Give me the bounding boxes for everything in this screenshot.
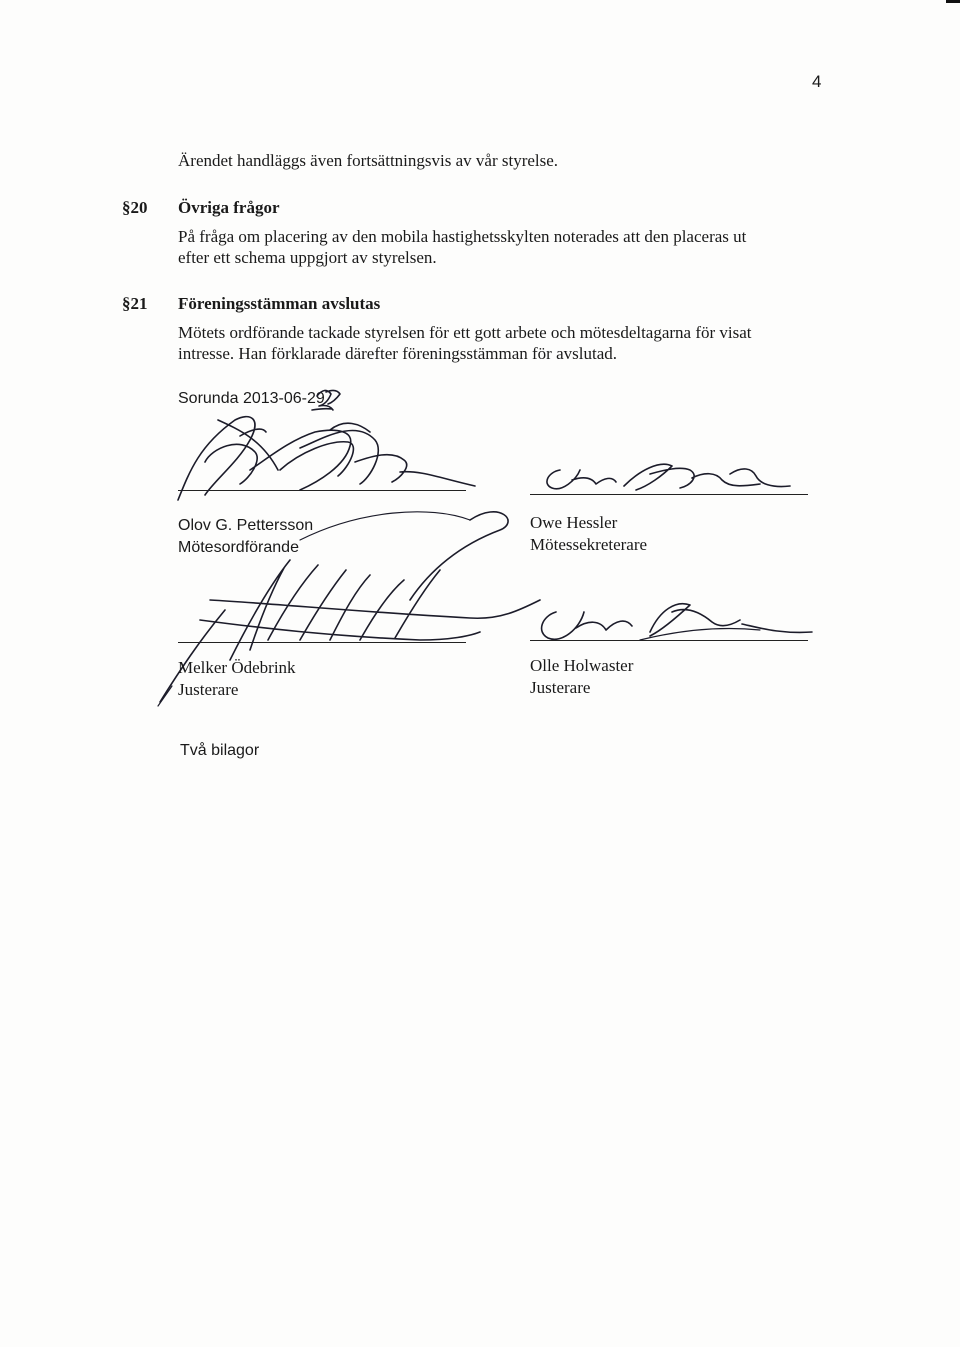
signature-olle-holwaster-underline xyxy=(640,628,760,640)
attachments-note: Två bilagor xyxy=(180,742,260,759)
section-line: efter ett schema uppgjort av styrelsen. xyxy=(178,248,437,267)
signature-line xyxy=(178,642,466,643)
signature-owe-hessler xyxy=(547,464,790,490)
section-title: Föreningsstämman avslutas xyxy=(178,294,381,313)
intro-line: Ärendet handläggs även fortsättningsvis av vår styrelse. xyxy=(178,151,559,170)
signer-role: Justerare xyxy=(530,678,591,697)
section-title: Övriga frågor xyxy=(178,198,280,217)
section-number: §21 xyxy=(122,294,148,313)
section-line: På fråga om placering av den mobila hastighetsskylten noterades att den placeras ut xyxy=(178,227,747,246)
signer-role: Justerare xyxy=(178,680,239,699)
signer-name: Olle Holwaster xyxy=(530,656,634,675)
signer-role: Mötessekreterare xyxy=(530,535,648,554)
signature-line xyxy=(178,490,466,491)
place-date: Sorunda 2013-06-29 xyxy=(178,390,325,407)
signature-melker-odebrink-loop xyxy=(300,512,470,540)
signature-olov-pettersson-stroke xyxy=(218,420,370,470)
section-line: intresse. Han förklarade därefter föreningsstämman för avslutad. xyxy=(178,344,617,363)
signer-name: Olov G. Pettersson xyxy=(178,517,314,534)
signature-olle-holwaster xyxy=(542,604,812,640)
signature-line xyxy=(530,640,808,641)
scan-mark xyxy=(946,0,960,3)
signature-melker-odebrink-tail xyxy=(158,686,172,706)
page-number: 4 xyxy=(812,72,822,91)
signature-line xyxy=(530,494,808,495)
signer-name: Melker Ödebrink xyxy=(178,658,296,677)
signer-role: Mötesordförande xyxy=(178,539,299,556)
section-line: Mötets ordförande tackade styrelsen för ett gott arbete och mötesdeltagarna för visat xyxy=(178,323,752,342)
section-number: §20 xyxy=(122,198,148,217)
signer-name: Owe Hessler xyxy=(530,513,618,532)
signature-olov-pettersson xyxy=(178,417,475,500)
